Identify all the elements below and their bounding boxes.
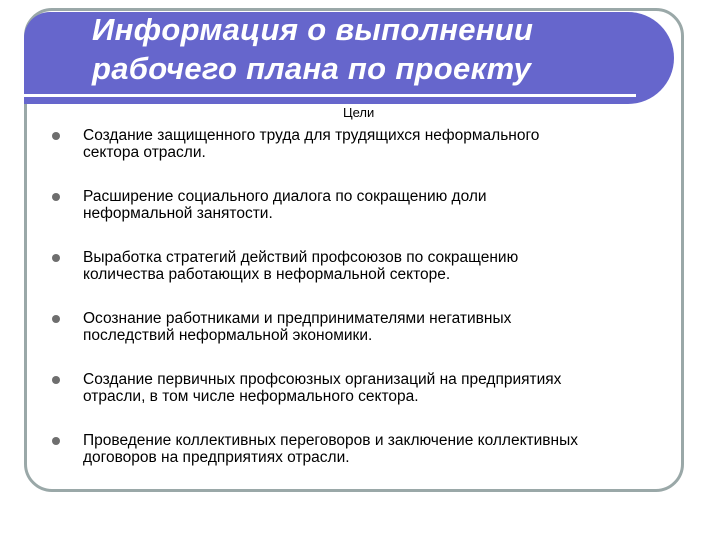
goal-text	[83, 310, 663, 344]
goal-text	[83, 371, 663, 405]
goal-line: Выработка стратегий действий профсоюзов по сокращению	[83, 249, 519, 266]
goal-line: неформальной занятости.	[83, 205, 273, 222]
goal-line: отрасли, в том числе неформального сектора.	[83, 388, 419, 405]
list-item	[52, 371, 662, 432]
title-underline	[24, 94, 636, 97]
goal-line: Создание защищенного труда для трудящихся неформального	[83, 127, 540, 144]
section-label: Цели	[343, 105, 375, 120]
bullet-icon	[52, 132, 60, 140]
bullet-icon	[52, 437, 60, 445]
goal-text	[83, 127, 663, 161]
goal-line: Создание первичных профсоюзных организаций на предприятиях	[83, 371, 562, 388]
goal-line: последствий неформальной экономики.	[83, 327, 373, 344]
bullet-icon	[52, 315, 60, 323]
goal-line: Осознание работниками и предпринимателями негативных	[83, 310, 512, 327]
goal-line: количества работающих в неформальной секторе.	[83, 266, 451, 283]
goal-text	[83, 432, 663, 466]
list-item	[52, 127, 662, 188]
goals-list	[52, 127, 662, 493]
goal-line: договоров на предприятиях отрасли.	[83, 449, 350, 466]
goal-line: Проведение коллективных переговоров и заключение коллективных	[83, 432, 578, 449]
list-item	[52, 432, 662, 493]
bullet-icon	[52, 376, 60, 384]
goal-text	[83, 249, 663, 283]
slide-title: Информация о выполнении рабочего плана по проекту	[92, 12, 534, 86]
list-item	[52, 249, 662, 310]
list-item	[52, 188, 662, 249]
goal-line: Расширение социального диалога по сокращению доли	[83, 188, 487, 205]
goal-text	[83, 188, 663, 222]
list-item	[52, 310, 662, 371]
bullet-icon	[52, 254, 60, 262]
goal-line: сектора отрасли.	[83, 144, 206, 161]
bullet-icon	[52, 193, 60, 201]
